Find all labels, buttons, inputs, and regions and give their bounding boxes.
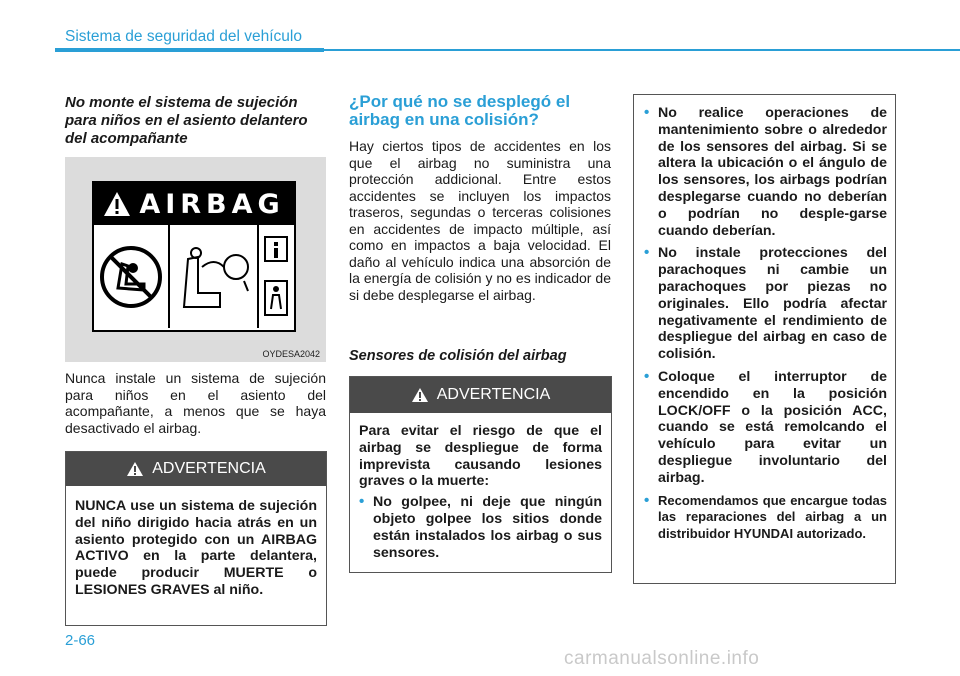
airbag-warning-figure bbox=[65, 157, 326, 362]
warning-bullet: • Coloque el interruptor de encendido en la posición LOCK/OFF o la posición ACC, cuando se está remolcando el vehículo para evitar un despliegue involuntario del airbag. bbox=[644, 369, 887, 487]
warning-bullet: • Recomendamos que encargue todas las reparaciones del airbag a un distribuidor HYUNDAI autorizado. bbox=[644, 493, 887, 543]
header-rule-thick bbox=[55, 48, 324, 52]
no-deploy-paragraph: Hay ciertos tipos de accidentes en los que el airbag no suministra una protección addicional. Entre estos accidentes se incluyen los impactos traseros, segundas o terceras colisiones en accidentes de impacto múltiple, así como en impactos a baja velocidad. El daño al vehículo indica una absorción de la energía de colisión y no es indicador de si debe desplegarse el airbag. bbox=[349, 138, 611, 303]
no-child-seat-icon bbox=[94, 225, 170, 328]
warning-text: NUNCA use un sistema de sujeción del niño dirigido hacia atrás en un asiento protegido con un AIRBAG ACTIVO en la parte delantera, puede producir MUERTE o LESIONES GRAVES al niño. bbox=[75, 498, 317, 598]
warning-header bbox=[350, 377, 611, 413]
warning-heading: ADVERTENCIA bbox=[436, 386, 551, 403]
warning-box-continued bbox=[633, 94, 896, 584]
warning-heading: ADVERTENCIA bbox=[152, 460, 266, 477]
label-word: AIRBAG bbox=[139, 188, 285, 220]
manual-child-icon bbox=[259, 225, 294, 328]
page-number: 2-66 bbox=[65, 632, 96, 649]
warning-bullet: • No golpee, ni deje que ningún objeto golpee los sitios donde están instalados los airbag o sus sensores. bbox=[359, 494, 602, 561]
section-header-title: Sistema de seguridad del vehículo bbox=[65, 28, 302, 45]
sensors-subtitle: Sensores de colisión del airbag bbox=[349, 348, 567, 364]
warning-triangle-icon bbox=[103, 191, 131, 217]
label-header bbox=[94, 183, 294, 225]
airbag-warning-label bbox=[92, 181, 296, 332]
warning-box-sensors bbox=[349, 376, 612, 573]
header-rule-thin bbox=[324, 49, 960, 51]
warning-box-child-seat bbox=[65, 451, 327, 626]
warning-intro: Para evitar el riesgo de que el airbag se despliegue de forma imprevista causando lesiones graves o la muerte: bbox=[359, 423, 602, 490]
warning-bullet: • No realice operaciones de mantenimiento sobre o alrededor de los sensores del airbag. Si se altera la ubicación o el ángulo de los sensores, los airbags podrían desplegarse cuando no deberían o podrían no desple-garse cuando deberían. bbox=[644, 105, 887, 239]
warning-triangle-icon bbox=[126, 461, 144, 477]
child-seat-paragraph: Nunca instale un sistema de sujeción para niños en el asiento del acompañante, a menos que se haya desactivado el airbag. bbox=[65, 370, 326, 436]
watermark: carmanualsonline.info bbox=[564, 648, 760, 669]
child-seat-section-title: No monte el sistema de sujeción para niños en el asiento delantero del acompañante bbox=[65, 94, 308, 147]
figure-caption: OYDESA2042 bbox=[262, 349, 320, 359]
airbag-deploy-icon bbox=[170, 225, 258, 328]
warning-bullet: • No instale protecciones del parachoques ni cambie un parachoques por piezas no originales. Ello podría afectar negativamente el rendimiento de despliegue del airbag en caso de colisión. bbox=[644, 245, 887, 363]
warning-header bbox=[66, 452, 326, 486]
no-deploy-section-title: ¿Por qué no se desplegó el airbag en una colisión? bbox=[349, 92, 571, 129]
warning-triangle-icon bbox=[411, 387, 429, 403]
warning-body bbox=[634, 95, 895, 557]
warning-body bbox=[350, 413, 611, 575]
